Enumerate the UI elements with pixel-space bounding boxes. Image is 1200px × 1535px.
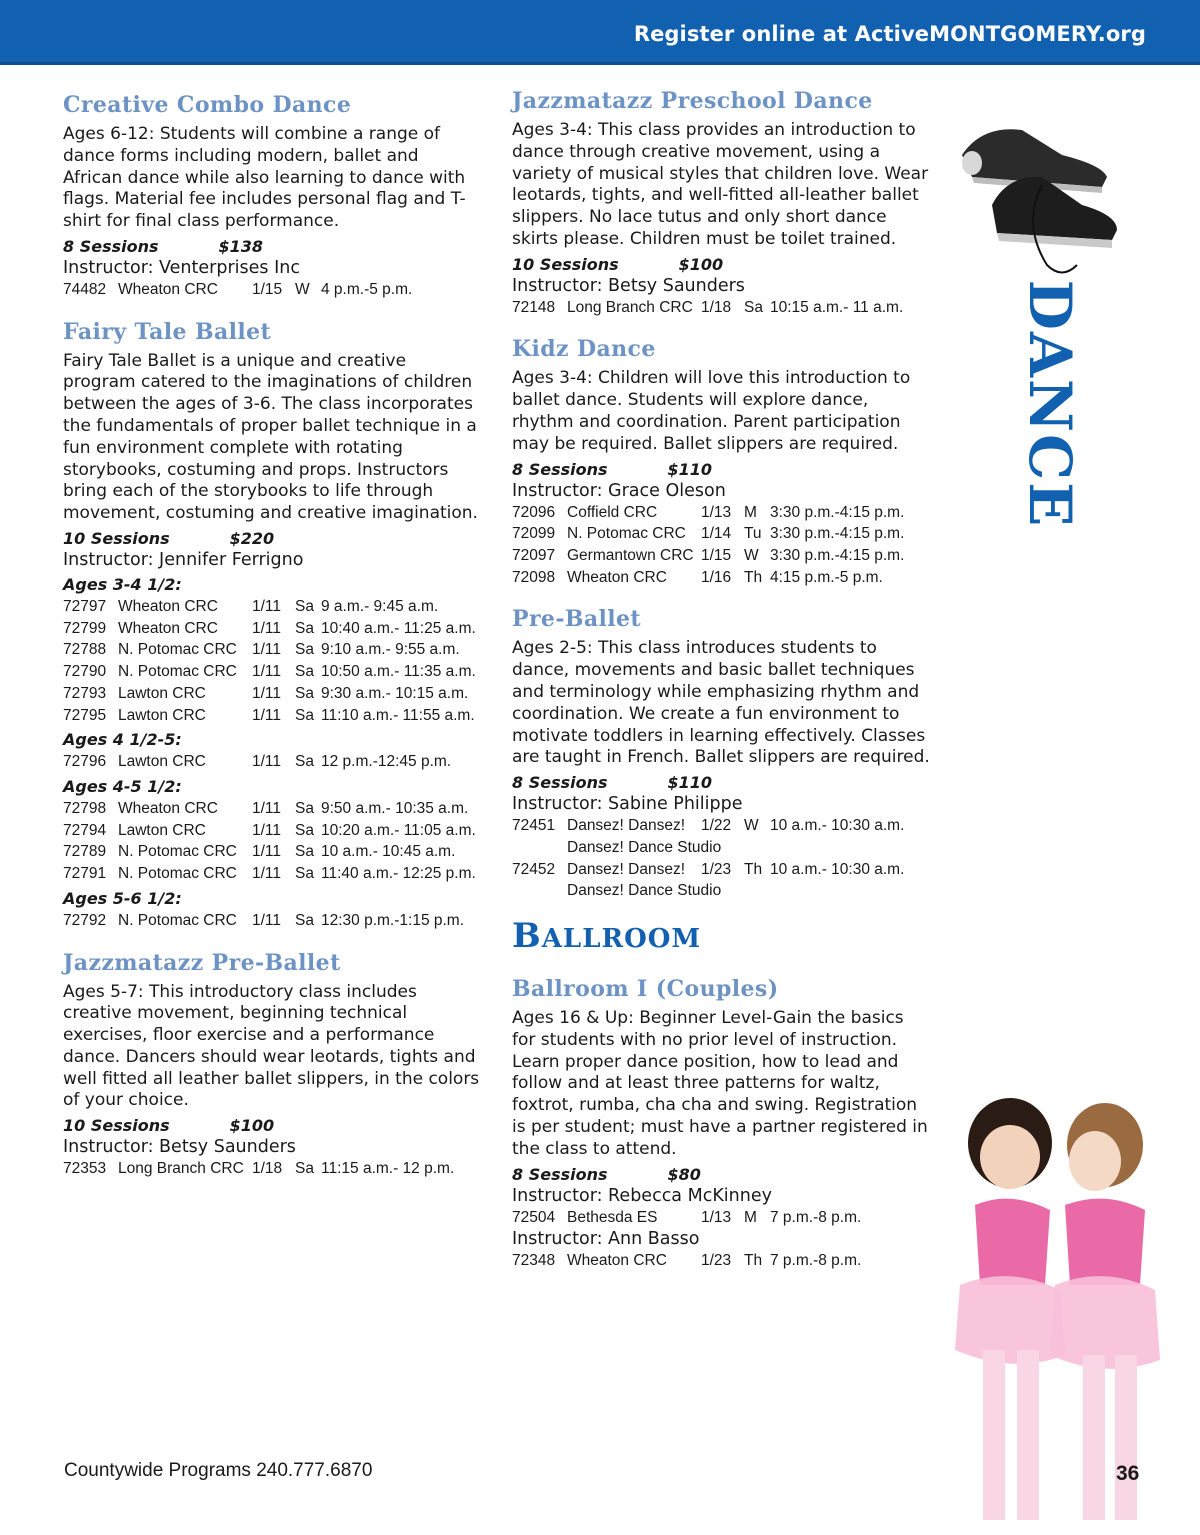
class-code: 72097 [512, 547, 556, 565]
location: Lawton CRC [118, 706, 206, 724]
instructor: Instructor: Betsy Saunders [63, 1137, 296, 1158]
location: Dansez! Dansez! [567, 860, 686, 878]
location: Long Branch CRC [567, 298, 693, 316]
weekday: Sa [295, 641, 314, 659]
weekday: W [295, 280, 310, 298]
class-title: Fairy Tale Ballet [63, 318, 272, 345]
start-date: 1/16 [701, 568, 732, 586]
sessions-price [512, 772, 932, 793]
age-group-label: Ages 4-5 1/2: [63, 776, 182, 796]
schedule-row [512, 1207, 932, 1229]
class-code: 72792 [63, 911, 107, 929]
children-dancers-image [955, 1095, 1200, 1535]
weekday: Sa [295, 821, 314, 839]
age-groups [63, 573, 483, 931]
weekday: Sa [295, 865, 314, 883]
location: Wheaton CRC [567, 1252, 667, 1270]
instructor: Instructor: Ann Basso [512, 1229, 700, 1250]
location: Wheaton CRC [118, 598, 218, 616]
time: 11:40 a.m.- 12:25 p.m. [321, 865, 476, 883]
schedule-row [63, 841, 483, 863]
location: Coffield CRC [567, 503, 658, 521]
time: 4 p.m.-5 p.m. [321, 280, 413, 298]
weekday: Sa [295, 706, 314, 724]
tap-shoes-image [952, 115, 1122, 285]
start-date: 1/15 [252, 280, 283, 298]
age-group-label: Ages 3-4 1/2: [63, 575, 182, 595]
class-code: 72789 [63, 843, 107, 861]
start-date: 1/11 [252, 799, 282, 817]
weekday: Sa [295, 1160, 314, 1178]
weekday: W [744, 547, 759, 565]
start-date: 1/11 [252, 865, 282, 883]
class-title: Ballroom I (Couples) [512, 976, 779, 1003]
sessions: 10 Sessions [63, 1116, 170, 1136]
weekday: Sa [295, 619, 314, 637]
start-date: 1/13 [701, 503, 732, 521]
weekday: W [744, 817, 759, 835]
class-code: 72788 [63, 641, 107, 659]
schedule-list [63, 1158, 483, 1180]
class-code: 72797 [63, 598, 107, 616]
ballroom-heading-initial: B [512, 916, 542, 957]
class-code: 72794 [63, 821, 107, 839]
location: Wheaton CRC [118, 280, 218, 298]
weekday: Th [744, 568, 763, 586]
class-code: 72793 [63, 684, 107, 702]
instructor: Instructor: Rebecca McKinney [512, 1185, 772, 1206]
instructor: Instructor: Betsy Saunders [512, 275, 745, 296]
class-code: 72099 [512, 525, 556, 543]
weekday: M [744, 503, 757, 521]
class-code: 72348 [512, 1252, 556, 1270]
location: Lawton CRC [118, 684, 206, 702]
price: $220 [229, 529, 275, 549]
start-date: 1/22 [701, 817, 732, 835]
schedule-row [512, 523, 932, 545]
price: $138 [218, 236, 264, 256]
schedule-row [63, 683, 483, 705]
time: 10 a.m.- 10:30 a.m. [770, 817, 905, 835]
schedule-row [512, 297, 932, 319]
schedule-row [512, 502, 932, 524]
instructor: Instructor: Jennifer Ferrigno [63, 550, 304, 571]
age-group-label: Ages 5-6 1/2: [63, 888, 182, 908]
page-number: 36 [1116, 1462, 1140, 1485]
weekday: Sa [295, 663, 314, 681]
start-date: 1/15 [701, 547, 732, 565]
schedule-list [512, 297, 932, 319]
start-date: 1/23 [701, 1252, 732, 1270]
sessions: 8 Sessions [63, 236, 159, 256]
class-description: Ages 3-4: This class provides an introduction to dance through creative movement, using a variety of musical styles that children love. Wear leotards, tights, and well-fitted all-leather ballet slippers. No lace tutus and only short dance skirts please. Children must be toilet trained. [512, 120, 929, 249]
schedule-row [63, 1158, 483, 1180]
time: 9:50 a.m.- 10:35 a.m. [321, 799, 469, 817]
schedule-row [63, 820, 483, 842]
location: Bethesda ES [567, 1208, 658, 1226]
schedule-row [512, 545, 932, 567]
sessions: 8 Sessions [512, 459, 608, 479]
location: Wheaton CRC [118, 619, 218, 637]
time: 10:20 a.m.- 11:05 a.m. [321, 821, 476, 839]
class-code: 72452 [512, 860, 556, 878]
class-jazzmatazz-pre-ballet [63, 950, 483, 1180]
schedule-row [512, 1250, 932, 1272]
weekday: Sa [295, 684, 314, 702]
class-description: Ages 3-4: Children will love this introduction to ballet dance. Students will explore dance, rhythm and coordination. Parent participation may be required. Ballet slippers are required. [512, 368, 911, 454]
class-fairy-tale-ballet [63, 319, 483, 932]
schedule-list [512, 1207, 932, 1229]
weekday: Sa [295, 753, 314, 771]
instructor: Instructor: Sabine Philippe [512, 794, 743, 815]
sessions-price [63, 528, 483, 549]
class-code: 72798 [63, 799, 107, 817]
start-date: 1/23 [701, 860, 732, 878]
location-detail: Dansez! Dance Studio [567, 882, 722, 900]
class-title: Jazzmatazz Preschool Dance [512, 88, 873, 114]
time: 10 a.m.- 10:30 a.m. [770, 860, 905, 878]
schedule-row [63, 705, 483, 727]
class-description: Ages 2-5: This class introduces students to dance, movements and basic ballet techniques and terminology while emphasizing rhythm and coordination. We create a fun environment to motivate toddlers in learning effectively. Classes are taught in French. Ballet slippers are required. [512, 638, 930, 768]
sessions: 10 Sessions [63, 529, 170, 549]
class-description: Ages 16 & Up: Beginner Level-Gain the basics for students with no prior level of instruction. Learn proper dance position, how to lead and follow and at least three patterns for waltz, foxtrot, rumba, cha cha and swing. Registration is per student; must have a partner registered in the class to attend. [512, 1008, 928, 1159]
ballroom-heading [512, 916, 932, 956]
time: 7 p.m.-8 p.m. [770, 1252, 862, 1270]
location-detail: Dansez! Dance Studio [567, 838, 722, 856]
time: 12:30 p.m.-1:15 p.m. [321, 911, 465, 929]
schedule-row [63, 279, 483, 301]
schedule-list [512, 1250, 932, 1272]
schedule-row [63, 863, 483, 885]
location: N. Potomac CRC [118, 641, 237, 659]
class-creative-combo [63, 92, 483, 301]
location: Long Branch CRC [118, 1160, 244, 1178]
class-code: 72096 [512, 503, 556, 521]
start-date: 1/11 [252, 911, 282, 929]
schedule-row [63, 910, 483, 932]
class-pre-ballet [512, 606, 932, 902]
start-date: 1/11 [252, 843, 282, 861]
weekday: Sa [295, 598, 314, 616]
start-date: 1/11 [252, 753, 282, 771]
weekday: Th [744, 1252, 763, 1270]
age-group-label: Ages 4 1/2-5: [63, 730, 182, 750]
start-date: 1/14 [701, 525, 732, 543]
class-code: 72451 [512, 817, 556, 835]
price: $100 [678, 254, 724, 274]
weekday: Sa [744, 298, 763, 316]
class-description: Fairy Tale Ballet is a unique and creative program catered to the imaginations of children between the ages of 3-6. The class incorporates the fundamentals of proper ballet technique in a fun environment complete with rotating storybooks, costuming and props. Instructors bring each of the storybooks to life through movement, costuming and creative imagination. [63, 350, 478, 524]
weekday: M [744, 1208, 757, 1226]
class-code: 72791 [63, 865, 107, 883]
class-code: 72148 [512, 298, 556, 316]
time: 9:30 a.m.- 10:15 a.m. [321, 684, 469, 702]
weekday: Sa [295, 843, 314, 861]
class-code: 72799 [63, 619, 107, 637]
time: 7 p.m.-8 p.m. [770, 1208, 862, 1226]
class-description: Ages 5-7: This introductory class includes creative movement, beginning technical exercises, floor exercise and a performance dance. Dancers should wear leotards, tights and well fitted all leather ballet slippers, in the colors of your choice. [63, 981, 480, 1111]
schedule-row [63, 596, 483, 618]
time: 9 a.m.- 9:45 a.m. [321, 598, 439, 616]
time: 3:30 p.m.-4:15 p.m. [770, 547, 905, 565]
weekday: Th [744, 860, 763, 878]
location: Germantown CRC [567, 547, 694, 565]
location: Wheaton CRC [118, 799, 218, 817]
class-title: Creative Combo Dance [63, 92, 352, 118]
time: 4:15 p.m.-5 p.m. [770, 568, 883, 586]
start-date: 1/11 [252, 641, 282, 659]
sessions: 8 Sessions [512, 773, 608, 793]
start-date: 1/11 [252, 598, 282, 616]
start-date: 1/18 [701, 298, 732, 316]
sessions-price [512, 1164, 932, 1185]
start-date: 1/11 [252, 821, 282, 839]
location: N. Potomac CRC [567, 525, 686, 543]
location: N. Potomac CRC [118, 843, 237, 861]
schedule-row [63, 639, 483, 661]
location: Wheaton CRC [567, 568, 667, 586]
location: N. Potomac CRC [118, 911, 237, 929]
left-column [63, 92, 483, 1180]
sessions-price [512, 254, 932, 275]
instructor: Instructor: Grace Oleson [512, 480, 726, 501]
class-description: Ages 6-12: Students will combine a range of dance forms including modern, ballet and African dance while also learning to dance with flags. Material fee includes personal flag and T-shirt for final class performance. [63, 124, 466, 232]
class-code: 72790 [63, 663, 107, 681]
price: $110 [667, 773, 713, 793]
schedule-row [63, 798, 483, 820]
class-kidz-dance [512, 336, 932, 588]
class-title: Jazzmatazz Pre-Ballet [63, 949, 341, 976]
price: $80 [667, 1164, 701, 1184]
time: 11:15 a.m.- 12 p.m. [321, 1160, 455, 1178]
sessions: 10 Sessions [512, 254, 619, 274]
schedule-list [512, 815, 932, 902]
start-date: 1/18 [252, 1160, 283, 1178]
ballroom-heading-rest: ALLROOM [541, 924, 702, 955]
sessions-price [512, 459, 932, 480]
location: Lawton CRC [118, 821, 206, 839]
schedule-row [512, 859, 932, 881]
location: N. Potomac CRC [118, 663, 237, 681]
time: 10:50 a.m.- 11:35 a.m. [321, 663, 476, 681]
start-date: 1/11 [252, 663, 282, 681]
start-date: 1/11 [252, 684, 282, 702]
price: $100 [229, 1116, 275, 1136]
weekday: Sa [295, 799, 314, 817]
instructor: Instructor: Venterprises Inc [63, 257, 300, 278]
sessions-price [63, 1115, 483, 1136]
time: 3:30 p.m.-4:15 p.m. [770, 503, 905, 521]
register-link[interactable]: Register online at ActiveMONTGOMERY.org [633, 22, 1146, 46]
sessions-price [63, 236, 483, 257]
time: 3:30 p.m.-4:15 p.m. [770, 525, 905, 543]
sessions: 8 Sessions [512, 1164, 608, 1184]
location: N. Potomac CRC [118, 865, 237, 883]
class-code: 74482 [63, 280, 107, 298]
time: 11:10 a.m.- 11:55 a.m. [321, 706, 475, 724]
footer-phone: Countywide Programs 240.777.6870 [64, 1460, 373, 1481]
price: $110 [667, 459, 713, 479]
schedule-list [512, 502, 932, 589]
class-code: 72353 [63, 1160, 107, 1178]
middle-column [512, 88, 932, 1272]
location: Dansez! Dansez! [567, 817, 686, 835]
class-code: 72795 [63, 706, 107, 724]
class-title: Kidz Dance [512, 336, 656, 363]
time: 10:40 a.m.- 11:25 a.m. [321, 619, 476, 637]
start-date: 1/13 [701, 1208, 732, 1226]
side-section-label: DANCE [1016, 279, 1084, 529]
time: 12 p.m.-12:45 p.m. [321, 753, 452, 771]
class-title: Pre-Ballet [512, 606, 641, 633]
weekday: Tu [744, 525, 762, 543]
top-banner [0, 0, 1200, 65]
schedule-row [512, 815, 932, 837]
start-date: 1/11 [252, 706, 282, 724]
schedule-row [63, 661, 483, 683]
start-date: 1/11 [252, 619, 282, 637]
class-code: 72796 [63, 753, 107, 771]
schedule-row [512, 567, 932, 589]
time: 10:15 a.m.- 11 a.m. [770, 298, 904, 316]
class-ballroom-1 [512, 976, 932, 1272]
weekday: Sa [295, 911, 314, 929]
time: 10 a.m.- 10:45 a.m. [321, 843, 456, 861]
time: 9:10 a.m.- 9:55 a.m. [321, 641, 460, 659]
class-jazzmatazz-preschool [512, 88, 932, 318]
class-code: 72504 [512, 1208, 556, 1226]
schedule-list [63, 279, 483, 301]
schedule-row [63, 618, 483, 640]
location: Lawton CRC [118, 753, 206, 771]
class-code: 72098 [512, 568, 556, 586]
schedule-row [63, 751, 483, 773]
